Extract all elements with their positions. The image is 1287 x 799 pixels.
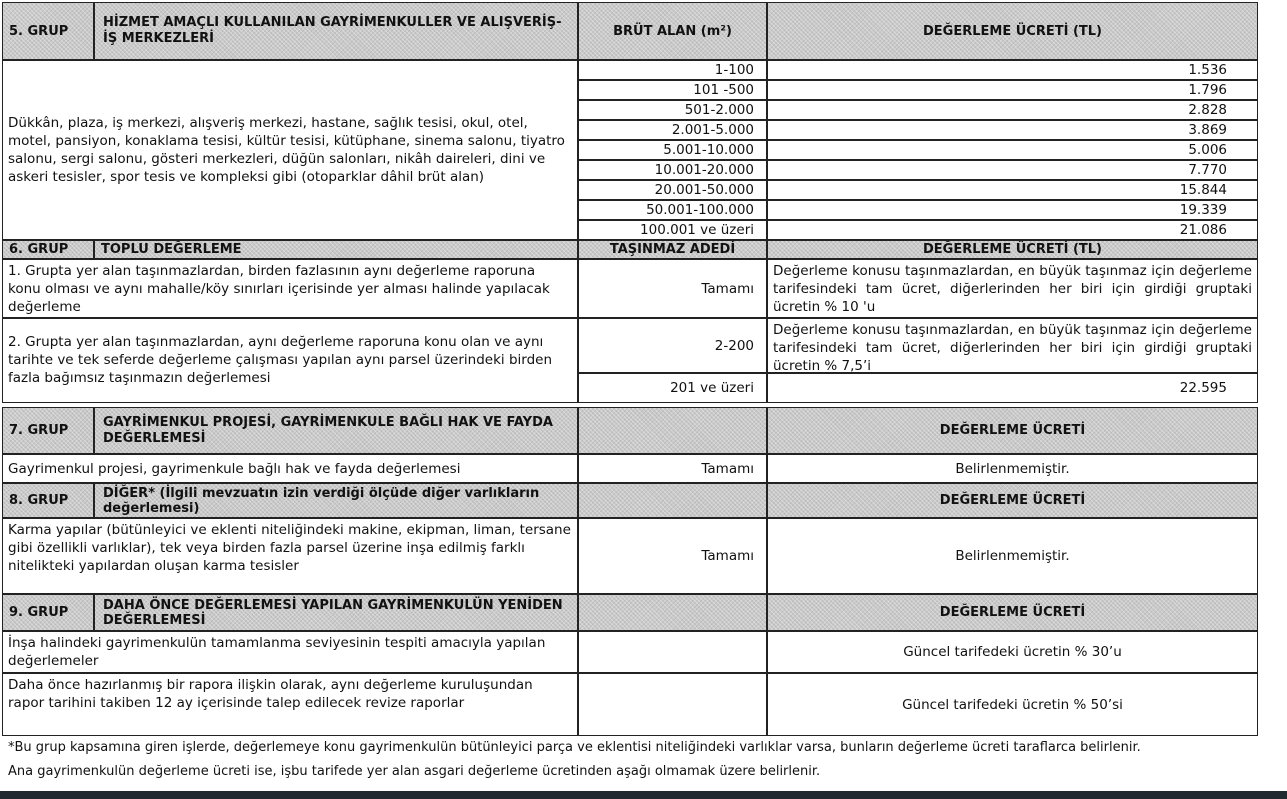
group9-title: DAHA ÖNCE DEĞERLEMESİ YAPILAN GAYRİMENKULÜN YENİDEN DEĞERLEMESİ: [94, 594, 578, 631]
group6-row2-fee: Değerleme konusu taşınmazlardan, en büyük taşınmaz için değerleme tarifesindeki tam ücret, diğerlerinden her biri için girdiği gruptaki ücretin % 7,5’i: [767, 318, 1258, 373]
group6-row1-count: Tamamı: [578, 259, 767, 318]
group5-area-cell: 1-100: [578, 60, 767, 80]
group7-fee-header: DEĞERLEME ÜCRETİ: [767, 407, 1258, 454]
group5-fee-cell: 1.536: [767, 60, 1258, 80]
group6-row1-fee: Değerleme konusu taşınmazlardan, en büyük taşınmaz için değerleme tarifesindeki tam ücret, diğerlerinden her biri için girdiği gruptaki ücretin % 10 'u: [767, 259, 1258, 318]
group9-row2-fee: Güncel tarifedeki ücretin % 50’si: [767, 673, 1258, 736]
group9-blank-header: [578, 594, 767, 631]
group5-fee-cell: 5.006: [767, 140, 1258, 160]
group6-title: TOPLU DEĞERLEME: [94, 240, 578, 259]
group5-area-header: BRÜT ALAN (m²): [578, 2, 767, 60]
group8-fee: Belirlenmemiştir.: [767, 518, 1258, 594]
group9-row2-desc: Daha önce hazırlanmış bir rapora ilişkin olarak, aynı değerleme kuruluşundan rapor tarihini takiben 12 ay içerisinde talep edilecek revize raporlar: [2, 673, 578, 736]
group6-row2-desc: 2. Grupta yer alan taşınmazlardan, aynı değerleme raporuna konu olan ve aynı tarihte ve tek seferde değerleme çalışması yapılan aynı parsel üzerindeki birden fazla bağımsız taşınmazın değerlemesi: [2, 318, 578, 403]
group8-desc: Karma yapılar (bütünleyici ve eklenti niteliğindeki makine, ekipman, liman, tersane gibi özellikli varlıklar), tek veya birden fazla parsel üzerine inşa edilmiş farklı nitelikteki yapılardan oluşan karma tesisler: [2, 518, 578, 594]
group8-fee-header: DEĞERLEME ÜCRETİ: [767, 483, 1258, 518]
group5-fee-cell: 1.796: [767, 80, 1258, 100]
footnote-line2: Ana gayrimenkulün değerleme ücreti ise, işbu tarifede yer alan asgari değerleme ücretinden aşağı olmamak üzere belirlenir.: [8, 764, 821, 779]
group5-description: Dükkân, plaza, iş merkezi, alışveriş merkezi, hastane, sağlık tesisi, okul, otel, motel, pansiyon, konaklama tesisi, kültür tesisi, kütüphane, sinema salonu, tiyatro salonu, sergi salonu, gösteri merkezleri, düğün salonları, nikâh daireleri, dini ve askeri tesisler, spor tesis ve kompleksi gibi (otoparklar dâhil brüt alan): [2, 60, 578, 240]
bottom-bar: [0, 791, 1287, 799]
group5-fee-cell: 2.828: [767, 100, 1258, 120]
group9-code: 9. GRUP: [2, 594, 94, 631]
group5-area-cell: 10.001-20.000: [578, 160, 767, 180]
group6-row2-count: 2-200: [578, 318, 767, 373]
group5-area-cell: 50.001-100.000: [578, 200, 767, 220]
group6-code: 6. GRUP: [2, 240, 94, 259]
group7-fee: Belirlenmemiştir.: [767, 454, 1258, 483]
group5-fee-cell: 3.869: [767, 120, 1258, 140]
group9-row2-blank: [578, 673, 767, 736]
group5-fee-header: DEĞERLEME ÜCRETİ (TL): [767, 2, 1258, 60]
group9-row1-fee: Güncel tarifedeki ücretin % 30’u: [767, 631, 1258, 673]
group9-fee-header: DEĞERLEME ÜCRETİ: [767, 594, 1258, 631]
group9-row1-desc: İnşa halindeki gayrimenkulün tamamlanma seviyesinin tespiti amacıyla yapılan değerlemeler: [2, 631, 578, 673]
footnote-line1: *Bu grup kapsamına giren işlerde, değerlemeye konu gayrimenkulün bütünleyici parça ve eklentisi niteliğindeki varlıklar varsa, bunların değerleme ücreti taraflarca belirlenir.: [8, 740, 1141, 755]
group5-code: 5. GRUP: [2, 2, 94, 60]
group8-code: 8. GRUP: [2, 483, 94, 518]
group5-area-cell: 100.001 ve üzeri: [578, 220, 767, 240]
group5-fee-cell: 15.844: [767, 180, 1258, 200]
group5-area-cell: 501-2.000: [578, 100, 767, 120]
group6-count-header: TAŞINMAZ ADEDİ: [578, 240, 767, 259]
group5-fee-cell: 7.770: [767, 160, 1258, 180]
group7-title: GAYRİMENKUL PROJESİ, GAYRİMENKULE BAĞLI HAK VE FAYDA DEĞERLEMESİ: [94, 407, 578, 454]
group7-desc: Gayrimenkul projesi, gayrimenkule bağlı hak ve fayda değerlemesi: [2, 454, 578, 483]
group5-area-cell: 20.001-50.000: [578, 180, 767, 200]
group6-row3-count: 201 ve üzeri: [578, 373, 767, 403]
group6-fee-header: DEĞERLEME ÜCRETİ (TL): [767, 240, 1258, 259]
group8-blank-header: [578, 483, 767, 518]
group7-blank-header: [578, 407, 767, 454]
group9-row1-blank: [578, 631, 767, 673]
group7-code: 7. GRUP: [2, 407, 94, 454]
group5-fee-cell: 21.086: [767, 220, 1258, 240]
group5-title: HİZMET AMAÇLI KULLANILAN GAYRİMENKULLER VE ALIŞVERİŞ-İŞ MERKEZLERİ: [94, 2, 578, 60]
group5-area-cell: 5.001-10.000: [578, 140, 767, 160]
group5-area-cell: 101 -500: [578, 80, 767, 100]
group5-area-cell: 2.001-5.000: [578, 120, 767, 140]
group8-count: Tamamı: [578, 518, 767, 594]
group6-row1-desc: 1. Grupta yer alan taşınmazlardan, birden fazlasının aynı değerleme raporuna konu olması ve aynı mahalle/köy sınırları içerisinde yer alması halinde yapılacak değerleme: [2, 259, 578, 318]
group5-fee-cell: 19.339: [767, 200, 1258, 220]
group7-count: Tamamı: [578, 454, 767, 483]
group8-title: DİĞER* (İlgili mevzuatın izin verdiği ölçüde diğer varlıkların değerlemesi): [94, 483, 578, 518]
group6-row3-fee: 22.595: [767, 373, 1258, 403]
